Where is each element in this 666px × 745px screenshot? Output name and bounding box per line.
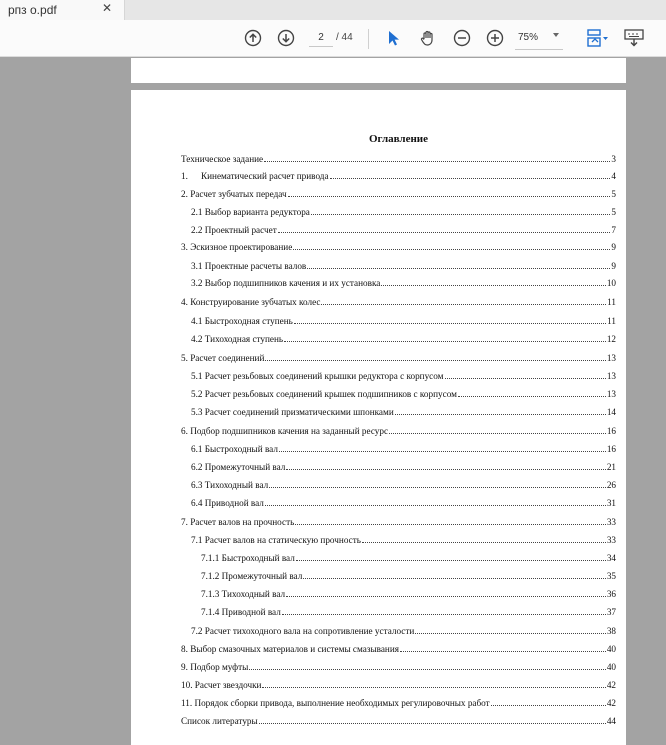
toc-entry[interactable]: [181, 333, 616, 346]
toc-entry-text: [181, 426, 388, 436]
toc-dot-leader: [415, 625, 606, 634]
zoom-underline: [515, 49, 563, 50]
toc-page-number: 4: [611, 171, 616, 181]
toc-entry-label: 9. Подбор муфты: [181, 662, 249, 672]
toc-page-number: 11: [607, 316, 616, 326]
toc-page-number: 5: [611, 207, 616, 217]
toc-entry-text: [191, 480, 268, 490]
chevron-down-icon[interactable]: [553, 33, 559, 37]
toc-entry-text: [201, 553, 295, 563]
toc-entry-label: 7. Расчет валов на прочность: [181, 517, 295, 527]
toc-entry-text: [191, 626, 414, 636]
page-count: / 44: [336, 32, 353, 43]
toc-dot-leader: [311, 206, 611, 215]
toc-entry[interactable]: [181, 643, 616, 656]
toc-entry-label: 7.1.2 Промежуточный вал: [201, 571, 303, 581]
toc-page-number: 34: [606, 553, 616, 563]
toc-entry-text: [191, 535, 361, 545]
save-download-icon[interactable]: [624, 28, 644, 48]
toc-entry-text: [191, 444, 278, 454]
toc-dot-leader: [400, 643, 606, 652]
toc-page-number: 13: [606, 371, 616, 381]
toc-entry-label: 6. Подбор подшипников качения на заданный ресурс: [181, 426, 389, 436]
toc-entry[interactable]: [181, 315, 616, 328]
toc-entry-text: [191, 462, 285, 472]
toc-page-number: 13: [606, 389, 616, 399]
toc-page-number: 10: [606, 278, 616, 288]
pdf-toolbar: [0, 20, 666, 57]
toc-entry-label: 7.1 Расчет валов на статическую прочность: [191, 535, 361, 545]
toc-entry-label: 3. Эскизное проектирование: [181, 242, 293, 252]
toc-entry[interactable]: [181, 260, 616, 273]
toc-entry-text: [191, 225, 277, 235]
toc-entry[interactable]: [181, 534, 616, 547]
toc-entry-label: 5.3 Расчет соединений призматическими шпонками: [191, 407, 394, 417]
toc-entry[interactable]: [181, 224, 616, 237]
document-page: [131, 90, 626, 745]
toc-entry[interactable]: [181, 625, 616, 638]
toc-dot-leader: [278, 224, 611, 233]
toc-entry-text: [191, 207, 310, 217]
toc-dot-leader: [381, 277, 605, 286]
toc-entry[interactable]: [181, 606, 616, 619]
toc-entry-text: [191, 389, 457, 399]
toc-dot-leader: [303, 570, 606, 579]
toc-entry-label: 2.2 Проектный расчет: [191, 225, 277, 235]
toc-page-number: 42: [606, 698, 616, 708]
toc-entry-text: [201, 589, 285, 599]
toc-entry[interactable]: [181, 370, 616, 383]
toc-entry-text: [191, 407, 394, 417]
toc-dot-leader: [262, 679, 605, 688]
toc-page-number: 35: [606, 571, 616, 581]
toc-entry-label: 7.1.4 Приводной вал: [201, 607, 281, 617]
toc-entry[interactable]: [181, 170, 616, 183]
toc-entry[interactable]: [181, 516, 616, 529]
toc-dot-leader: [265, 352, 605, 361]
toc-dot-leader: [307, 260, 610, 269]
toc-entry-label: 7.2 Расчет тихоходного вала на сопротивление усталости: [191, 626, 415, 636]
toc-entry[interactable]: [181, 425, 616, 438]
toc-dot-leader: [284, 333, 606, 342]
toc-entry-label: 8. Выбор смазочных материалов и системы смазывания: [181, 644, 399, 654]
toc-entry[interactable]: [181, 588, 616, 601]
toc-dot-leader: [286, 461, 605, 470]
toc-entry[interactable]: [181, 661, 616, 674]
toc-entry-text: [181, 662, 248, 672]
toc-page-number: 37: [606, 607, 616, 617]
toc-entry-text: [181, 242, 292, 252]
toc-entry[interactable]: [181, 552, 616, 565]
toc-dot-leader: [458, 388, 606, 397]
toc-dot-leader: [259, 715, 606, 724]
toc-page-number: 31: [606, 498, 616, 508]
plus-circle-icon[interactable]: [485, 28, 505, 48]
toc-entry-text: [191, 278, 380, 288]
toc-entry-text: [181, 189, 287, 199]
toc-entry[interactable]: [181, 352, 616, 365]
toc-entry[interactable]: [181, 296, 616, 309]
toc-dot-leader: [445, 370, 606, 379]
toc-page-number: 13: [606, 353, 616, 363]
toc-entry-label: 3.2 Выбор подшипников качения и их установка: [191, 278, 381, 288]
toc-dot-leader: [286, 588, 606, 597]
toc-entry-text: [181, 716, 258, 726]
minus-circle-icon[interactable]: [452, 28, 472, 48]
toc-page-number: 33: [606, 535, 616, 545]
toc-page-number: 38: [606, 626, 616, 636]
toc-entry[interactable]: [181, 206, 616, 219]
tab-strip: [0, 0, 666, 20]
toc-entry-label: 5.1 Расчет резьбовых соединений крышки редуктора с корпусом: [191, 371, 444, 381]
toc-page-number: 16: [606, 426, 616, 436]
toc-entry-text: [191, 334, 283, 344]
toc-entry-label: 10. Расчет звездочки: [181, 680, 262, 690]
toc-entry-label: Кинематический расчет привода: [201, 171, 329, 181]
cursor-arrow-icon[interactable]: [384, 28, 404, 48]
close-icon[interactable]: ✕: [102, 1, 113, 15]
toc-title: Оглавление: [368, 133, 429, 145]
toolbar-divider: [368, 29, 369, 49]
toc-page-number: 40: [606, 644, 616, 654]
tab-title: рпз о.pdf: [8, 3, 57, 17]
document-tab[interactable]: [0, 0, 125, 20]
toc-dot-leader: [295, 516, 606, 525]
toc-entry[interactable]: [181, 241, 616, 254]
toc-page-number: 36: [606, 589, 616, 599]
toc-entry[interactable]: [181, 388, 616, 401]
toc-page-number: 12: [606, 334, 616, 344]
toc-dot-leader: [294, 315, 606, 324]
arrow-up-circle-icon[interactable]: [243, 28, 263, 48]
toc-entry-text: [201, 571, 302, 581]
toc-entry[interactable]: [181, 697, 616, 710]
hand-icon[interactable]: [418, 28, 438, 48]
toc-dot-leader: [395, 406, 606, 415]
toc-entry-number: 1.: [181, 171, 188, 181]
toc-entry[interactable]: [181, 153, 616, 166]
toc-entry-text: [191, 498, 264, 508]
toc-dot-leader: [362, 534, 606, 543]
toc-dot-leader: [249, 661, 606, 670]
toc-entry-label: Список литературы: [181, 716, 258, 726]
page-view-icon[interactable]: [585, 28, 611, 48]
toc-entry-label: 6.4 Приводной вал: [191, 498, 264, 508]
toc-dot-leader: [288, 188, 611, 197]
toc-entry-label: 2. Расчет зубчатых передач: [181, 189, 287, 199]
toc-entry-text: [181, 698, 490, 708]
toc-entry[interactable]: [181, 570, 616, 583]
toc-dot-leader: [330, 170, 611, 179]
toc-entry-text: [181, 353, 264, 363]
toc-entry[interactable]: [181, 443, 616, 456]
toc-dot-leader: [265, 497, 606, 506]
toc-dot-leader: [282, 606, 606, 615]
toc-dot-leader: [389, 425, 606, 434]
toc-entry-label: 11. Порядок сборки привода, выполнение необходимых регулировочных работ: [181, 698, 490, 708]
toc-dot-leader: [279, 443, 606, 452]
toc-entry[interactable]: [181, 277, 616, 290]
toc-entry-label: 6.2 Промежуточный вал: [191, 462, 286, 472]
toc-dot-leader: [491, 697, 606, 706]
toc-page-number: 7: [611, 225, 616, 235]
toc-page-number: 14: [606, 407, 616, 417]
toc-entry-label: 4.1 Быстроходная ступень: [191, 316, 293, 326]
page-number-input[interactable]: 2: [309, 29, 333, 47]
toc-page-number: 9: [611, 242, 616, 252]
toc-entry-label: 5.2 Расчет резьбовых соединений крышек подшипников с корпусом: [191, 389, 457, 399]
toc-entry-text: [181, 171, 329, 181]
toc-entry-label: Техническое задание: [181, 154, 264, 164]
toc-entry-text: [181, 154, 263, 164]
toc-dot-leader: [296, 552, 606, 561]
toc-page-number: 40: [606, 662, 616, 672]
toc-entry-label: 6.3 Тихоходный вал: [191, 480, 269, 490]
toc-page-number: 3: [611, 154, 616, 164]
arrow-down-circle-icon[interactable]: [276, 28, 296, 48]
toc-entry[interactable]: [181, 479, 616, 492]
toc-entry-text: [181, 644, 399, 654]
toc-entry-label: 7.1.1 Быстроходный вал: [201, 553, 295, 563]
toc-entry-label: 3.1 Проектные расчеты валов: [191, 261, 307, 271]
toc-entry-label: 5. Расчет соединений: [181, 353, 265, 363]
toc-page-number: 44: [606, 716, 616, 726]
toc-page-number: 16: [606, 444, 616, 454]
toc-entry-text: [191, 261, 306, 271]
toc-entry-label: 4. Конструирование зубчатых колес: [181, 297, 321, 307]
previous-page: [131, 58, 626, 83]
toc-entry[interactable]: [181, 715, 616, 728]
toc-entry[interactable]: [181, 497, 616, 510]
toc-entry-text: [181, 517, 294, 527]
toc-dot-leader: [264, 153, 610, 162]
toc-page-number: 11: [607, 297, 616, 307]
toc-entry[interactable]: [181, 679, 616, 692]
toc-dot-leader: [269, 479, 606, 488]
toc-dot-leader: [293, 241, 610, 250]
toc-entry-label: 6.1 Быстроходный вал: [191, 444, 278, 454]
toc-entry-label: 2.1 Выбор варианта редуктора: [191, 207, 310, 217]
toc-page-number: 5: [611, 189, 616, 199]
toc-entry-text: [181, 680, 261, 690]
zoom-level[interactable]: 75%: [518, 32, 539, 43]
toc-entry[interactable]: [181, 188, 616, 201]
toc-page-number: 21: [606, 462, 616, 472]
toc-entry-label: 7.1.3 Тихоходный вал: [201, 589, 286, 599]
toc-entry[interactable]: [181, 406, 616, 419]
toc-page-number: 33: [606, 517, 616, 527]
toc-page-number: 42: [606, 680, 616, 690]
toc-entry-label: 4.2 Тихоходная ступень: [191, 334, 284, 344]
toc-entry-text: [201, 607, 281, 617]
toc-page-number: 26: [606, 480, 616, 490]
toc-entry-text: [191, 371, 444, 381]
toc-entry-text: [191, 316, 293, 326]
toc-dot-leader: [321, 296, 606, 305]
toc-entry[interactable]: [181, 461, 616, 474]
toc-entry-text: [181, 297, 320, 307]
toc-page-number: 9: [611, 261, 616, 271]
